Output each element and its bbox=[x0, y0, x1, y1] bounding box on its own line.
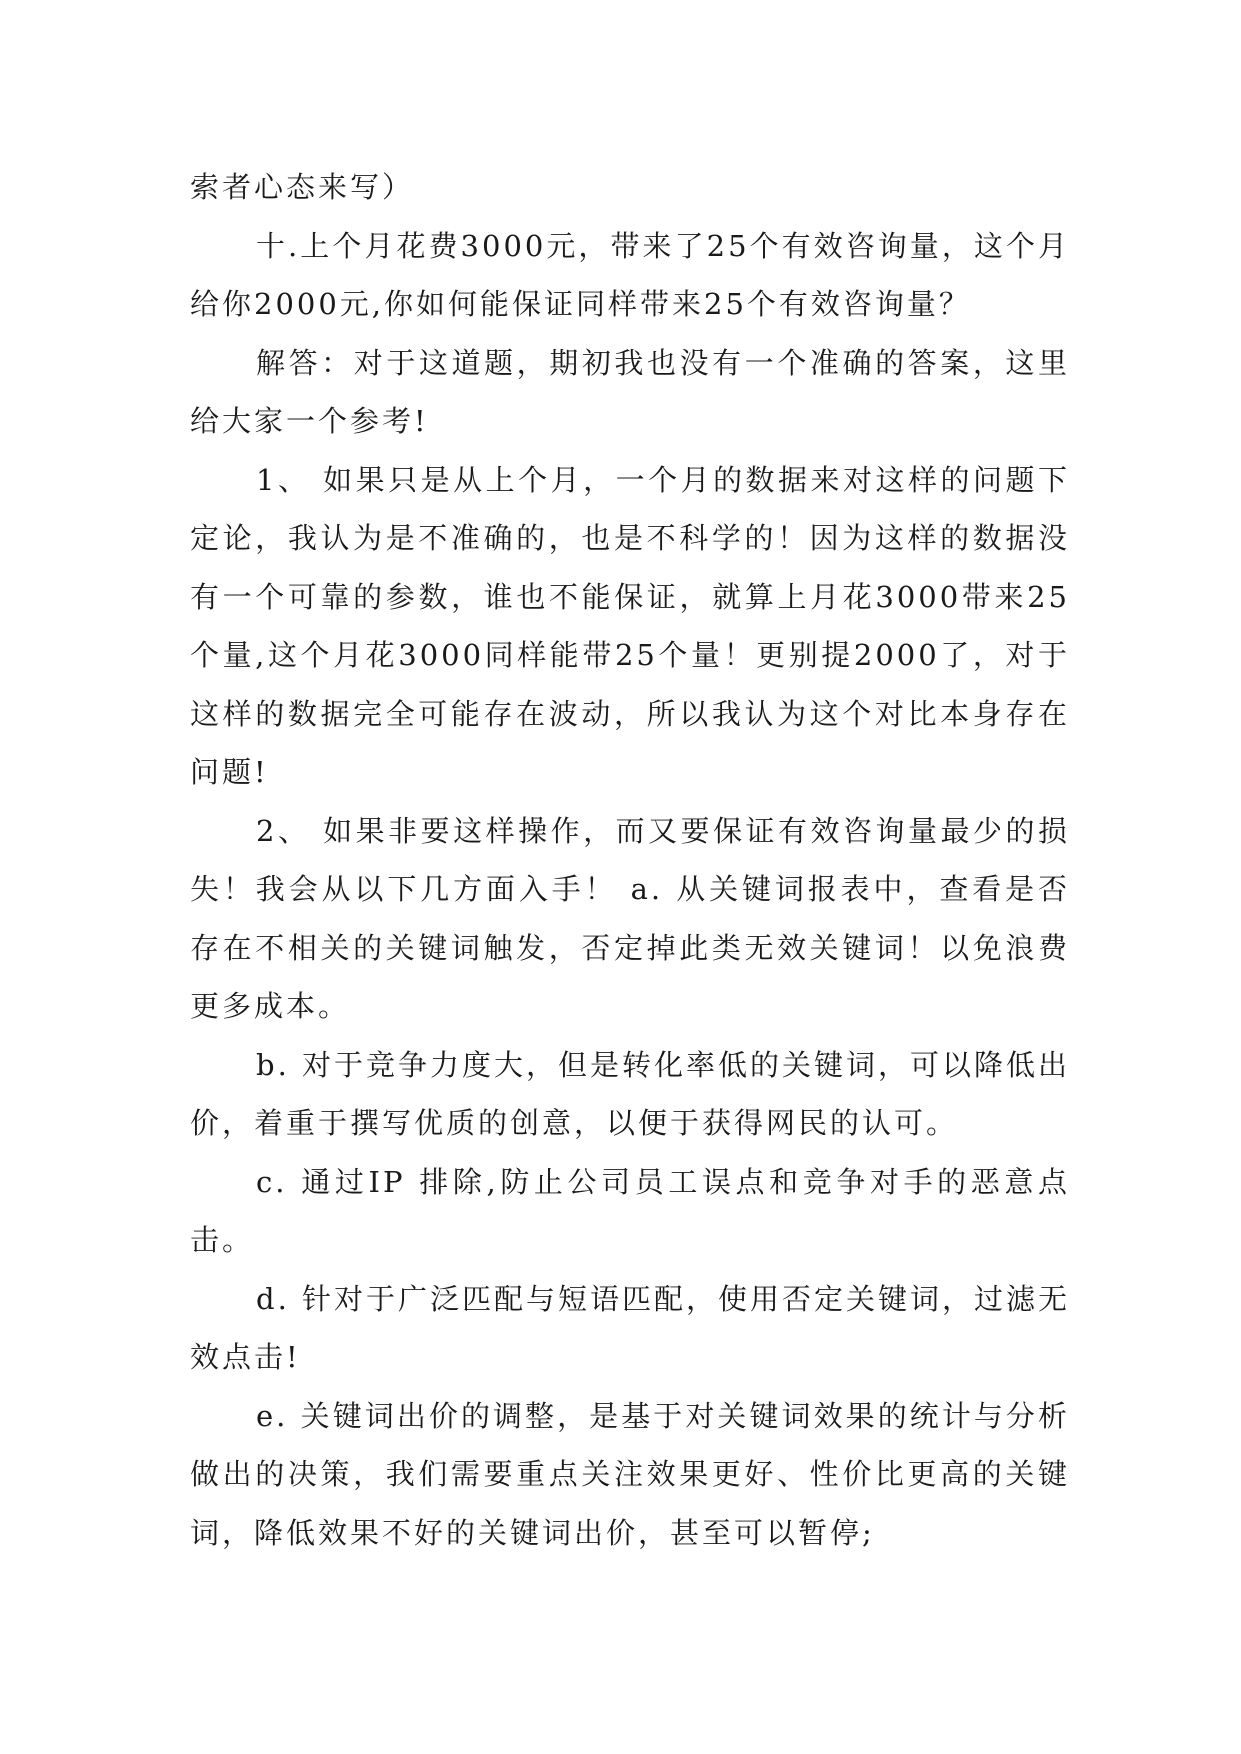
paragraph-point-1: 1、 如果只是从上个月，一个月的数据来对这样的问题下定论，我认为是不准确的，也是不科学的！因为这样的数据没有一个可靠的参数，谁也不能保证，就算上月花3000带来25个量,这个月花3000同样能带25个量！更别提2000了，对于这样的数据完全可能存在波动，所以我认为这个对比本身存在问题! bbox=[190, 462, 1070, 789]
paragraph-point-b: b. 对于竞争力度大，但是转化率低的关键词，可以降低出价，着重于撰写优质的创意，以便于获得网民的认可。 bbox=[190, 1047, 1071, 1140]
paragraph-point-d: d. 针对于广泛匹配与短语匹配，使用否定关键词，过滤无效点击! bbox=[190, 1281, 1071, 1374]
paragraph-point-2: 2、 如果非要这样操作，而又要保证有效咨询量最少的损失！我会从以下几方面入手！ a. 从关键词报表中，查看是否存在不相关的关键词触发，否定掉此类无效关键词！以免浪费更多成本。 bbox=[190, 813, 1070, 1023]
paragraph-point-c: c. 通过IP 排除,防止公司员工误点和竞争对手的恶意点击。 bbox=[190, 1164, 1070, 1257]
document-body bbox=[190, 158, 1070, 1562]
paragraph-continuation: 索者心态来写） bbox=[190, 170, 415, 204]
paragraph-question-10: 十.上个月花费3000元，带来了25个有效咨询量，这个月给你2000元,你如何能保证同样带来25个有效咨询量？ bbox=[190, 228, 1070, 321]
paragraph-point-e: e. 关键词出价的调整，是基于对关键词效果的统计与分析做出的决策，我们需要重点关注效果更好、性价比更高的关键词，降低效果不好的关键词出价，甚至可以暂停; bbox=[190, 1398, 1070, 1550]
paragraph-answer-intro: 解答：对于这道题，期初我也没有一个准确的答案，这里给大家一个参考! bbox=[190, 345, 1070, 438]
